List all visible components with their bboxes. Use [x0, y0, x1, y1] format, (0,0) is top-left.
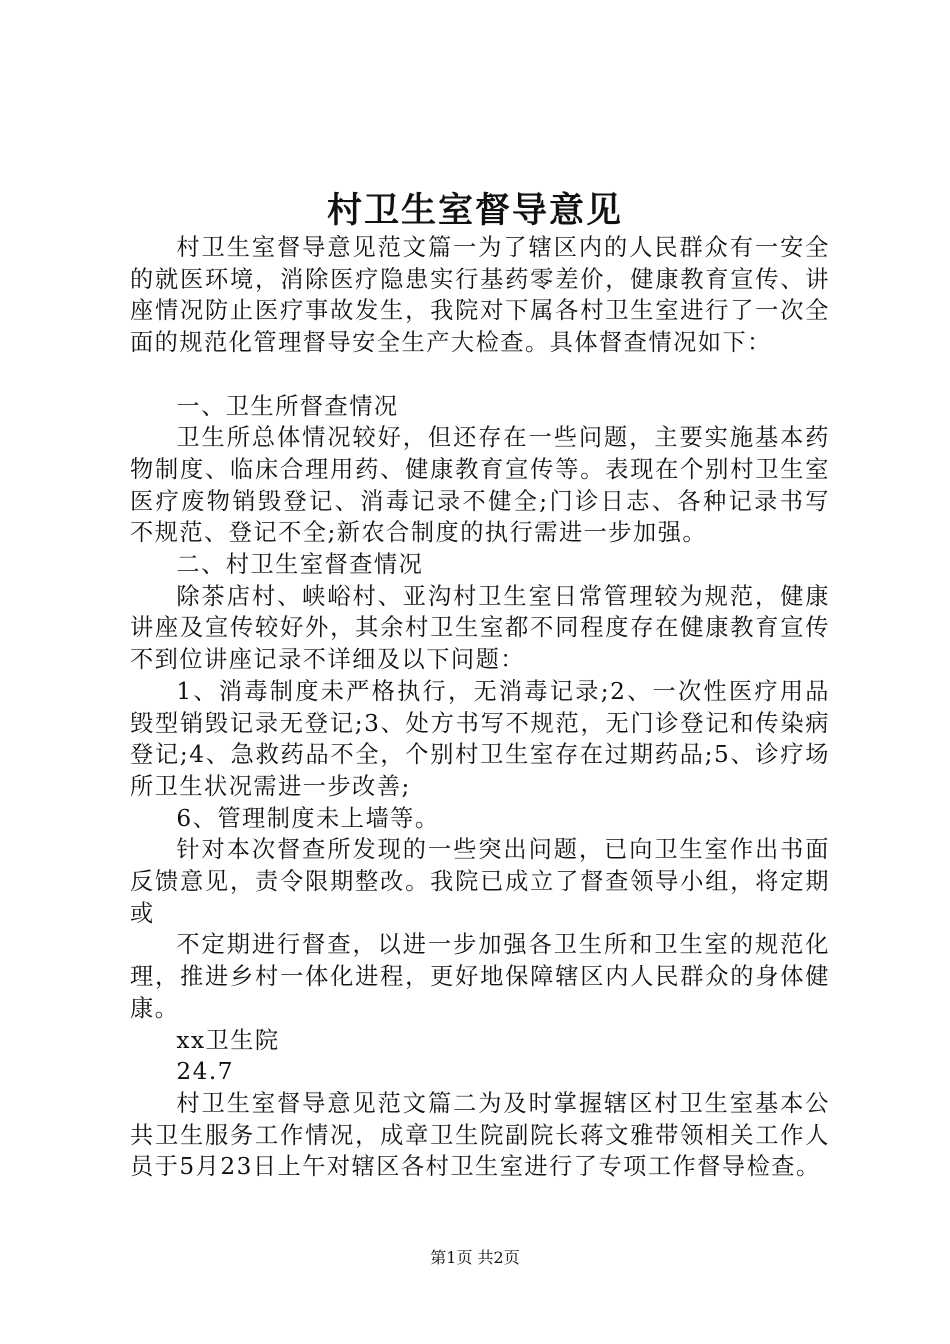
- section-heading-2: 二、村卫生室督查情况: [176, 551, 424, 579]
- document-body: [130, 232, 830, 1183]
- document-title: 村卫生室督导意见: [326, 190, 623, 231]
- blank-line: [130, 359, 830, 391]
- section-heading-1: 一、卫生所督查情况: [176, 392, 399, 420]
- signature-date: 24.7: [176, 1058, 235, 1086]
- page-footer: 第1页 共2页: [430, 1248, 520, 1267]
- paragraph-feedback: 针对本次督查所发现的一些突出问题，已向卫生室作出书面反馈意见，责令限期整改。我院已成立了督查领导小组，将定期或: [130, 836, 830, 927]
- paragraph-intro: 村卫生室督导意见范文篇一为了辖区内的人民群众有一安全的就医环境，消除医疗隐患实行基药零差价，健康教育宣传、讲座情况防止医疗事故发生，我院对下属各村卫生室进行了一次全面的规范化管理督导安全生产大检查。具体督查情况如下：: [130, 234, 830, 357]
- signature-org: xx卫生院: [176, 1026, 280, 1054]
- paragraph-sample-2: 村卫生室督导意见范文篇二为及时掌握辖区村卫生室基本公共卫生服务工作情况，成章卫生院副院长蒋文雅带领相关工作人员于5月23日上午对辖区各村卫生室进行了专项工作督导检查。: [130, 1089, 830, 1181]
- paragraph-section-1: 卫生所总体情况较好，但还存在一些问题，主要实施基本药物制度、临床合理用药、健康教育宣传等。表现在个别村卫生室医疗废物销毁登记、消毒记录不健全;门诊日志、各种记录书写不规范、登记不全;新农合制度的执行需进一步加强。: [130, 424, 830, 547]
- paragraph-problem-list: 1、消毒制度未严格执行，无消毒记录;2、一次性医疗用品毁型销毁记录无登记;3、处方书写不规范，无门诊登记和传染病登记;4、急救药品不全，个别村卫生室存在过期药品;5、诊疗场所卫生状况需进一步改善;: [130, 677, 830, 800]
- paragraph-section-2: 除茶店村、峡峪村、亚沟村卫生室日常管理较为规范，健康讲座及宣传较好外，其余村卫生室都不同程度存在健康教育宣传不到位讲座记录不详细及以下问题：: [130, 582, 830, 674]
- paragraph-problem-6: 6、管理制度未上墙等。: [176, 804, 440, 832]
- paragraph-followup: 不定期进行督查，以进一步加强各卫生所和卫生室的规范化理，推进乡村一体化进程，更好地保障辖区内人民群众的身体健康。: [130, 931, 830, 1022]
